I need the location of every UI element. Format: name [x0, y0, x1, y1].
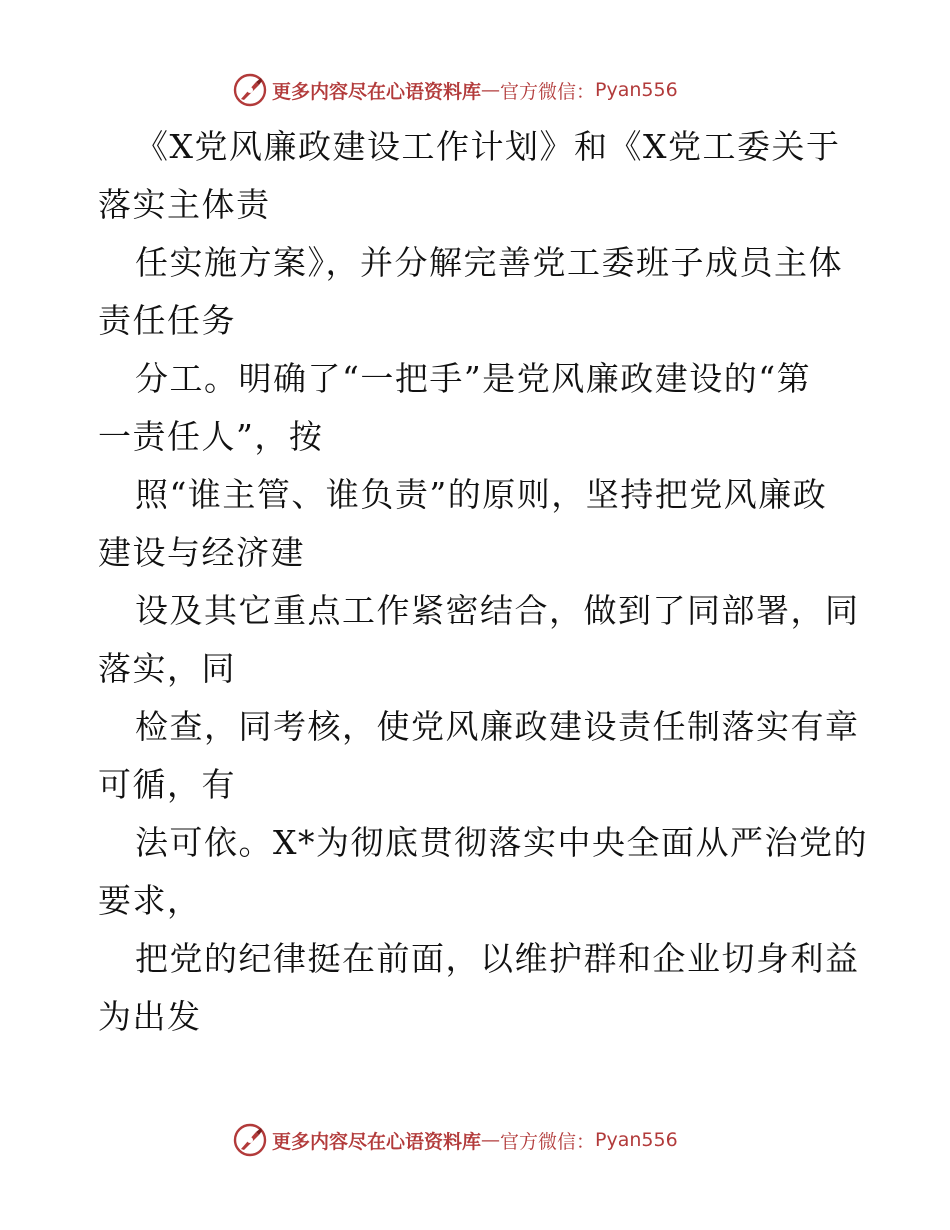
footer-banner	[232, 1120, 732, 1160]
quill-circle-icon	[232, 1122, 268, 1158]
text-line: 检查，同考核，使党风廉政建设责任制落实有章	[135, 707, 860, 746]
footer-wechat-label: 官方微信：	[500, 1130, 596, 1153]
header-separator: —	[481, 79, 501, 101]
text-line: 照“谁主管、谁负责”的原则，坚持把党风廉政	[135, 475, 828, 514]
text-line: 落实主体责	[98, 185, 271, 224]
footer-wechat-id: Pyan556	[595, 1129, 678, 1151]
text-line: 为出发	[98, 997, 202, 1036]
text-line: 把党的纪律挺在前面，以维护群和企业切身利益	[135, 939, 860, 978]
text-line: 任实施方案》，并分解完善党工委班子成员主体	[135, 243, 843, 282]
text-line: 落实，同	[98, 649, 236, 688]
text-line: 法可依。X*为彻底贯彻落实中央全面从严治党的	[135, 823, 868, 862]
text-line: 可循，有	[98, 765, 236, 804]
text-line: 建设与经济建	[98, 533, 305, 572]
text-line: 要求，	[98, 881, 202, 920]
text-line: 《X党风廉政建设工作计划》和《X党工委关于	[135, 127, 841, 166]
text-line: 设及其它重点工作紧密结合，做到了同部署，同	[135, 591, 860, 630]
header-wechat-id: Pyan556	[595, 79, 678, 101]
document-body	[98, 118, 868, 1046]
text-line: 一责任人”，按	[98, 417, 324, 456]
text-line: 分工。明确了“一把手”是党风廉政建设的“第	[135, 359, 812, 398]
footer-separator: —	[481, 1129, 501, 1151]
header-wechat-label: 官方微信：	[500, 80, 596, 103]
header-brand: 更多内容尽在心语资料库	[272, 80, 482, 103]
header-banner	[232, 70, 732, 110]
text-line: 责任任务	[98, 301, 236, 340]
quill-circle-icon	[232, 72, 268, 108]
footer-brand: 更多内容尽在心语资料库	[272, 1130, 482, 1153]
